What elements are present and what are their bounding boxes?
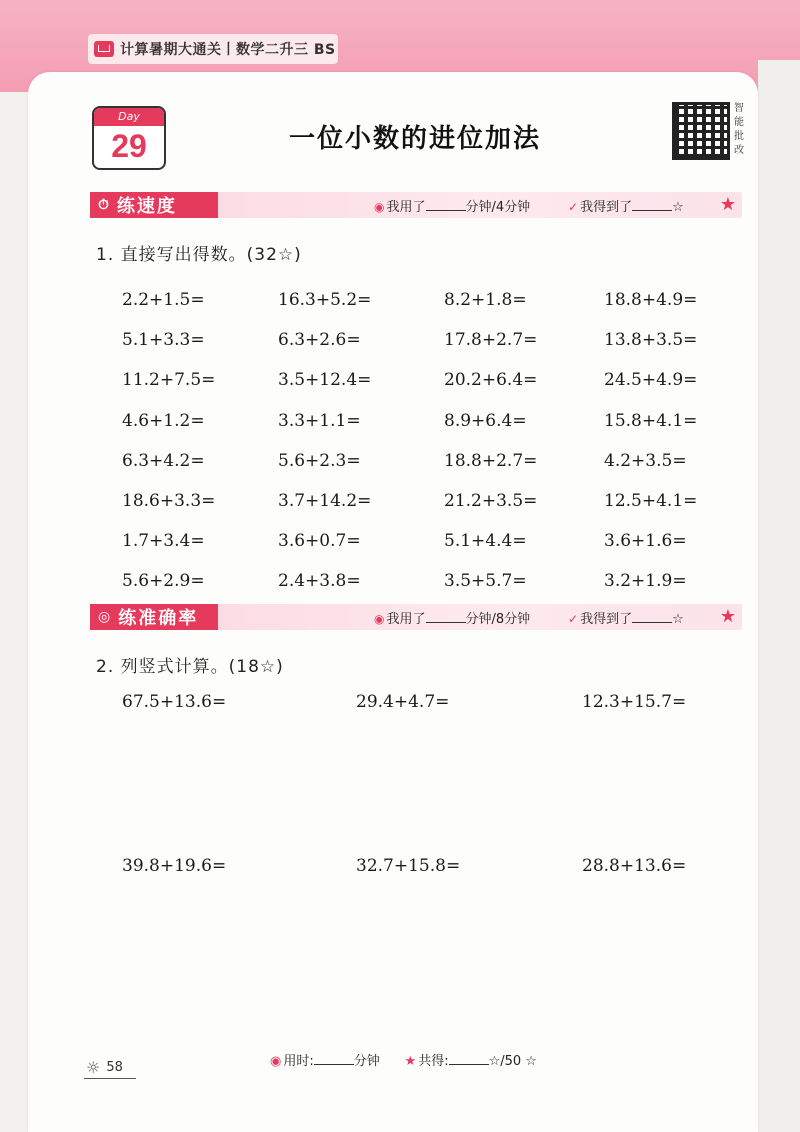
section-accuracy-bar (90, 604, 742, 630)
score-1 (568, 196, 684, 215)
sun-icon: ☼ (86, 1058, 101, 1077)
score-blank[interactable] (632, 198, 672, 211)
score-blank[interactable] (632, 610, 672, 623)
time-limit: /8分钟 (491, 612, 531, 627)
problem: 3.6+0.7= (278, 531, 361, 552)
time-blank[interactable] (426, 610, 466, 623)
day-label: Day (94, 108, 164, 126)
problem: 3.5+12.4= (278, 370, 372, 391)
qr-code[interactable] (672, 102, 730, 160)
problem: 29.4+4.7= (356, 692, 450, 712)
stopwatch-icon: ⏱ (98, 197, 111, 213)
problem: 4.2+3.5= (604, 450, 687, 471)
problem: 6.3+2.6= (278, 330, 361, 351)
problem: 12.5+4.1= (604, 491, 698, 512)
problem: 28.8+13.6= (582, 856, 687, 876)
problem: 4.6+1.2= (122, 410, 205, 431)
score-label: 我得到了 (580, 612, 633, 627)
series-title: 计算暑期大通关丨数学二升三 BS (120, 42, 336, 58)
problem: 6.3+4.2= (122, 450, 205, 471)
star-deco-icon: ★ (719, 606, 736, 627)
star-icon: ★ (404, 1054, 417, 1069)
star-icon: ☆ (672, 612, 684, 627)
qr-label: 智能批改 (734, 103, 744, 156)
clock-icon: ◉ (374, 612, 385, 626)
question-1: 1. 直接写出得数。(32☆) (96, 245, 302, 265)
time-limit: /4分钟 (491, 200, 531, 215)
problem: 12.3+15.7= (582, 692, 687, 712)
book-icon (94, 41, 114, 57)
footer-time-label: 用时: (283, 1054, 314, 1069)
problem: 2.4+3.8= (278, 571, 361, 592)
section-speed-label (90, 192, 218, 218)
problem: 21.2+3.5= (444, 491, 538, 512)
problem: 15.8+4.1= (604, 410, 698, 431)
problem: 20.2+6.4= (444, 370, 538, 391)
problem: 67.5+13.6= (122, 692, 227, 712)
problem: 13.8+3.5= (604, 330, 698, 351)
problem: 3.5+5.7= (444, 571, 527, 592)
star-icon: ☆ (672, 200, 684, 215)
footer-time-blank[interactable] (314, 1052, 354, 1065)
problem: 2.2+1.5= (122, 290, 205, 311)
problem: 5.6+2.3= (278, 450, 361, 471)
problem: 16.3+5.2= (278, 290, 372, 311)
section-accuracy-label (90, 604, 218, 630)
section-accuracy-title: 练准确率 (118, 608, 199, 629)
problem: 3.3+1.1= (278, 410, 361, 431)
problem-row (122, 561, 722, 601)
check-icon: ✓ (568, 200, 579, 214)
time-used-label: 我用了 (386, 200, 426, 215)
vertical-row (122, 856, 722, 876)
score-label: 我得到了 (580, 200, 633, 215)
question-2: 2. 列竖式计算。(18☆) (96, 657, 284, 677)
problem: 5.1+4.4= (444, 531, 527, 552)
check-icon: ✓ (568, 612, 579, 626)
worksheet-page (28, 72, 758, 1132)
clock-icon: ◉ (374, 200, 385, 214)
problem: 8.2+1.8= (444, 290, 527, 311)
section-speed-title: 练速度 (116, 196, 177, 217)
question-1-grid (122, 280, 722, 602)
problem-row (122, 320, 722, 360)
time-used-1 (374, 196, 530, 215)
star-deco-icon: ★ (719, 194, 736, 215)
problem: 18.8+4.9= (604, 290, 698, 311)
problem: 11.2+7.5= (122, 370, 216, 391)
footer-summary (270, 1050, 537, 1069)
time-used-2 (374, 608, 530, 627)
section-speed-bar (90, 192, 742, 218)
problem: 5.6+2.9= (122, 571, 205, 592)
time-unit: 分钟 (465, 612, 492, 627)
time-blank[interactable] (426, 198, 466, 211)
problem-row (122, 360, 722, 400)
vertical-row (122, 692, 722, 712)
problem: 32.7+15.8= (356, 856, 461, 876)
problem: 8.9+6.4= (444, 410, 527, 431)
problem: 1.7+3.4= (122, 531, 205, 552)
page-number-area (86, 1058, 123, 1077)
problem: 3.6+1.6= (604, 531, 687, 552)
page-edge (758, 60, 800, 1132)
footer-time-unit: 分钟 (353, 1054, 380, 1069)
target-icon: ◎ (98, 609, 113, 625)
problem: 3.7+14.2= (278, 491, 372, 512)
problem-row (122, 401, 722, 441)
page-number-underline (84, 1078, 136, 1079)
problem-row (122, 521, 722, 561)
problem: 39.8+19.6= (122, 856, 227, 876)
time-unit: 分钟 (465, 200, 492, 215)
clock-icon: ◉ (270, 1054, 282, 1069)
problem: 17.8+2.7= (444, 330, 538, 351)
series-header (88, 34, 338, 64)
footer-total-suffix: ☆/50 ☆ (488, 1054, 537, 1069)
footer-total-blank[interactable] (449, 1052, 489, 1065)
day-number: 29 (111, 128, 147, 164)
time-used-label: 我用了 (386, 612, 426, 627)
page-number: 58 (106, 1060, 123, 1075)
problem: 5.1+3.3= (122, 330, 205, 351)
problem-row (122, 441, 722, 481)
problem-row (122, 481, 722, 521)
problem: 18.6+3.3= (122, 491, 216, 512)
problem: 18.8+2.7= (444, 450, 538, 471)
problem: 3.2+1.9= (604, 571, 687, 592)
score-2 (568, 608, 684, 627)
problem: 24.5+4.9= (604, 370, 698, 391)
problem-row (122, 280, 722, 320)
footer-total-label: 共得: (418, 1054, 449, 1069)
page-title: 一位小数的进位加法 (288, 124, 541, 154)
